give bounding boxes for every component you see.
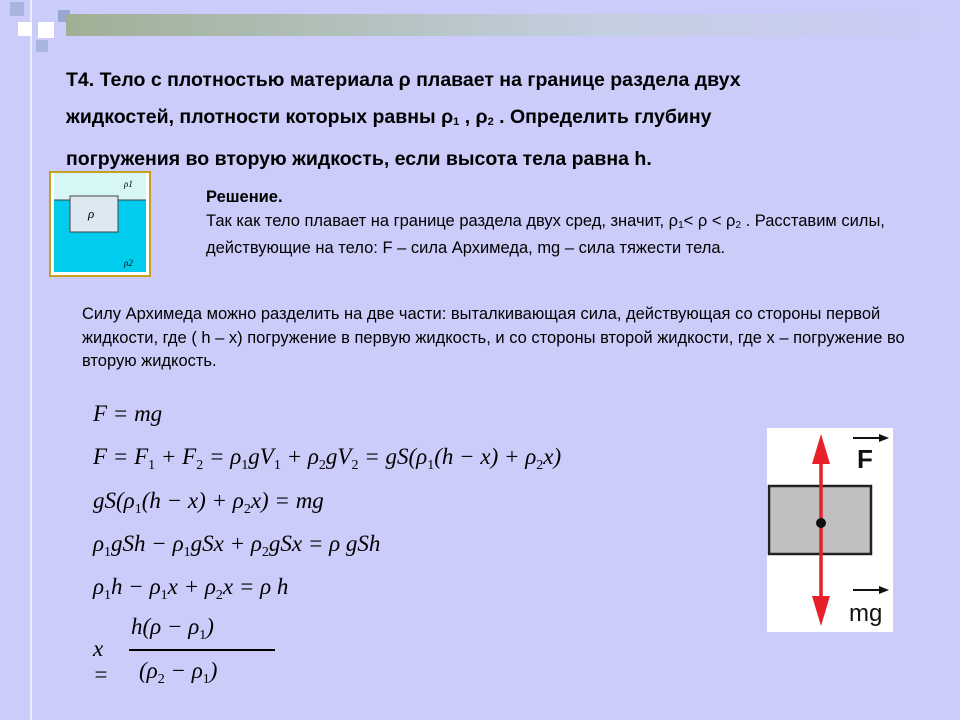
solution-text-a: Так как тело плавает на границе раздела двух сред, значит, ρ — [206, 211, 679, 230]
rho-label: ρ — [88, 206, 95, 221]
decor-gradient-bar — [66, 14, 960, 36]
solution-block — [206, 186, 936, 261]
decor-square-1 — [10, 2, 24, 16]
force-diagram — [767, 428, 893, 632]
decor-square-4 — [36, 40, 48, 52]
solution-text-b: < ρ < ρ — [683, 211, 736, 230]
title-line-1: Т4. Тело с плотностью материала ρ плавает на границе раздела двух — [66, 69, 741, 91]
archimedes-paragraph: Силу Архимеда можно разделить на две части: выталкивающая сила, действующая со стороны первой жидкости, где ( h – x) погружение в первую жидкость, и со стороны второй жидкости, где x – погружение во вторую жидкость. — [82, 305, 905, 370]
force-label-F: F — [857, 444, 873, 474]
force-label-mg: mg — [849, 600, 883, 627]
equation-3: $gS(\rho_1(h - x) + \rho_2x)$ = mg — [93, 488, 324, 517]
equation-4: $\rho_1gSh - \rho_1gSx + \rho_2gSx = \rho$ gSh — [93, 531, 381, 560]
equation-5: $\rho_1h - \rho_1x + \rho_2x = \rho$ h — [93, 574, 289, 603]
solution-sub-b: 2 — [735, 219, 741, 231]
solution-sub-a: 1 — [678, 219, 684, 231]
rho1-label: ρ1 — [124, 179, 133, 189]
fraction-bar — [129, 649, 275, 651]
center-of-mass — [816, 518, 826, 528]
fraction-numerator: $h(\rho - \rho_1)$ — [131, 614, 214, 643]
title-sub-2: 2 — [487, 116, 494, 128]
solution-text — [206, 210, 936, 261]
title-line-2-b: , ρ — [459, 106, 488, 128]
rho2-label: ρ2 — [124, 258, 133, 268]
solution-heading: Решение. — [206, 188, 283, 206]
title-sub-1: 1 — [453, 116, 460, 128]
fraction-lhs: x = — [93, 636, 109, 687]
equation-1: F = mg — [93, 401, 163, 426]
title-line-2 — [66, 99, 916, 141]
title-line-2-c: . Определить глубину — [493, 106, 712, 128]
fraction-denominator: $(\rho_2 - \rho_1)$ — [139, 658, 218, 687]
title-line-2-a: жидкостей, плотности которых равны ρ — [66, 106, 454, 128]
decor-vertical-line — [30, 0, 32, 720]
equation-2: $F = F_1 + F_2 = \rho_1gV_1 + \rho_2gV_2 = gS(\rho_1(h - x) + \rho_2x)$ — [93, 444, 562, 473]
problem-title — [66, 62, 916, 178]
title-line-3: погружения во вторую жидкость, если высота тела равна h. — [66, 148, 652, 170]
solution-text-c: . Расставим силы, действующие на тело: F – сила Архимеда, mg – сила тяжести тела. — [206, 211, 885, 257]
decor-square-2 — [38, 22, 54, 38]
liquid-diagram — [48, 170, 152, 278]
